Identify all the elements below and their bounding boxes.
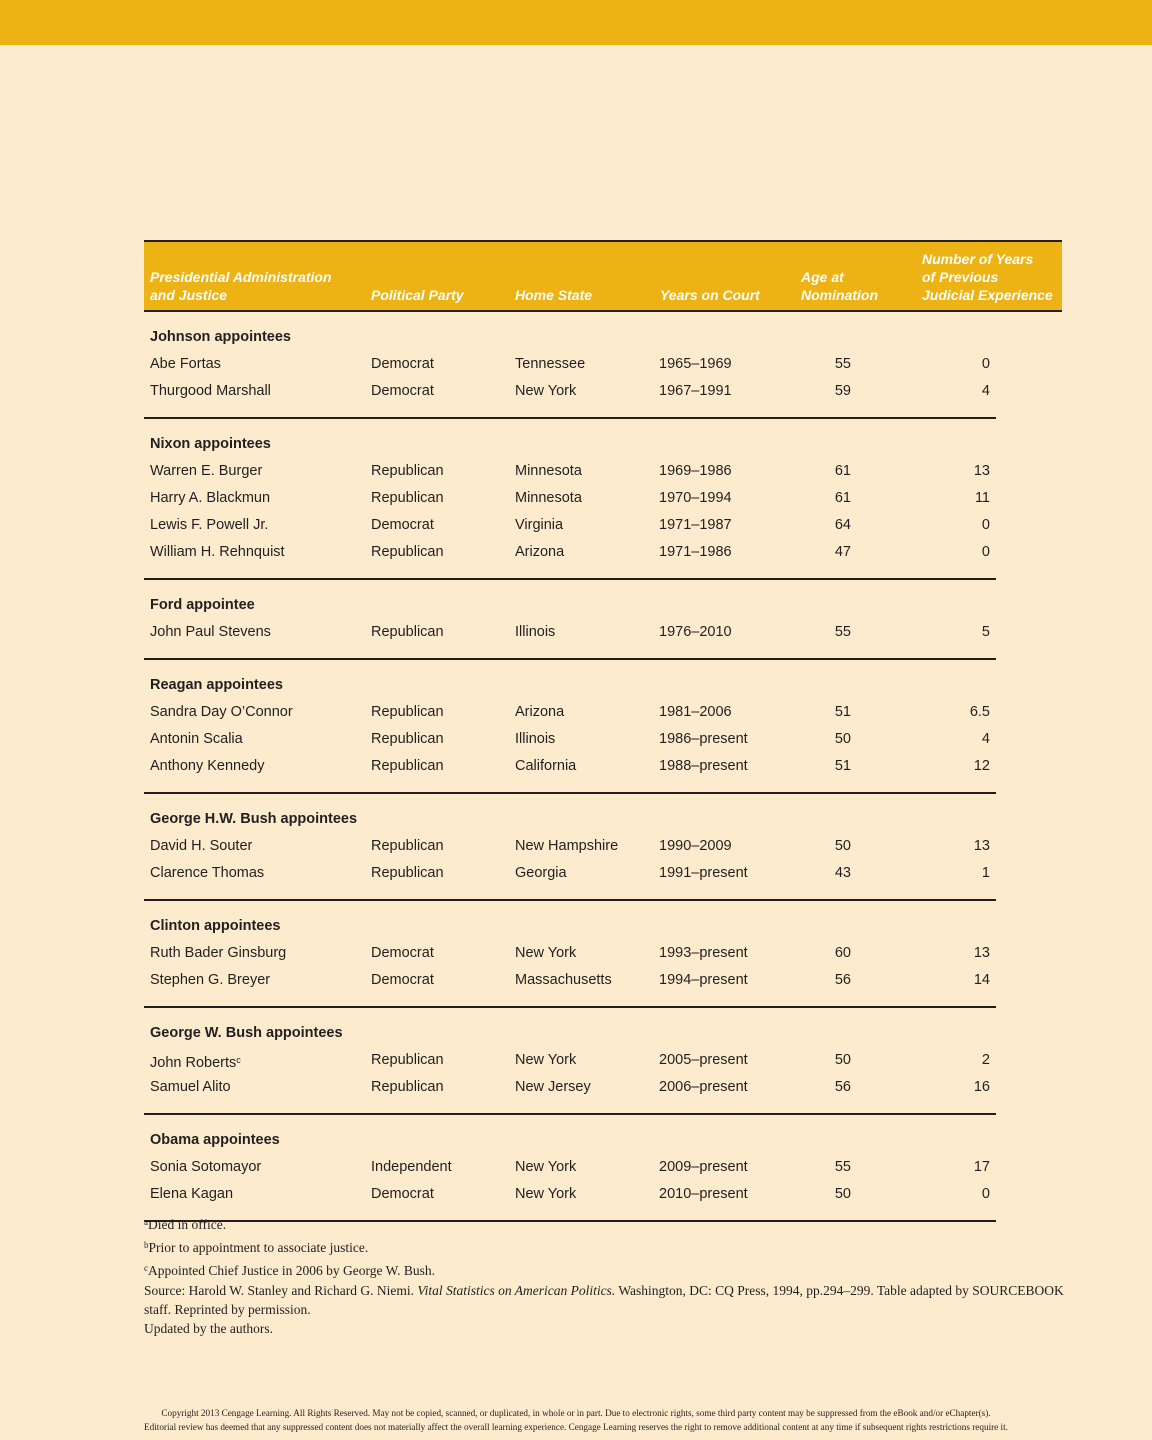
appointee-group: [144, 794, 996, 901]
years-on-court: 1970–1994: [659, 490, 732, 506]
group-title: Nixon appointees: [150, 436, 271, 452]
footnote-b-text: Prior to appointment to associate justice.: [148, 1240, 369, 1255]
table-row: [144, 355, 996, 382]
political-party: Democrat: [371, 1186, 434, 1202]
political-party: Republican: [371, 731, 444, 747]
table-row: [144, 971, 996, 998]
home-state: California: [515, 758, 577, 774]
age-at-nomination: 51: [834, 704, 851, 720]
group-title: Obama appointees: [150, 1132, 280, 1148]
judicial-experience: 14: [973, 972, 990, 988]
table-row: [144, 757, 996, 784]
years-on-court: 1967–1991: [659, 383, 732, 399]
age-at-nomination: 55: [834, 624, 851, 640]
header-years: Years on Court: [660, 287, 760, 303]
age-at-nomination: 51: [834, 758, 851, 774]
justice-name: Harry A. Blackmun: [150, 490, 271, 506]
home-state: New York: [515, 1052, 577, 1068]
age-at-nomination: 50: [834, 1052, 851, 1068]
political-party: Republican: [371, 865, 444, 881]
group-title: George H.W. Bush appointees: [150, 811, 358, 827]
justice-name: David H. Souter: [150, 838, 253, 854]
years-on-court: 1971–1986: [659, 544, 732, 560]
appointee-group: [144, 1115, 996, 1222]
home-state: Illinois: [515, 624, 556, 640]
home-state: Arizona: [515, 544, 565, 560]
justice-name: Thurgood Marshall: [150, 383, 271, 399]
years-on-court: 1976–2010: [659, 624, 732, 640]
judicial-experience: 2: [981, 1052, 990, 1068]
years-on-court: 1990–2009: [659, 838, 732, 854]
copyright-line-2: Editorial review has deemed that any suppressed content does not materially affect the overall learning experience. Cengage Learning reserves the right to remove additional content at any time if subsequent rights restrictions require it.: [144, 1422, 1008, 1432]
age-at-nomination: 60: [834, 945, 851, 961]
political-party: Republican: [371, 624, 444, 640]
table-row: [144, 382, 996, 409]
age-at-nomination: 64: [834, 517, 851, 533]
table-row: [144, 516, 996, 543]
justice-name: Stephen G. Breyer: [150, 972, 271, 988]
table-row: [144, 944, 996, 971]
table-row: [144, 462, 996, 489]
judicial-experience: 13: [973, 838, 990, 854]
copyright-notice: [0, 1406, 1152, 1434]
header-administration: Presidential Administration and Justice: [150, 269, 332, 303]
justice-name-text: John Roberts: [150, 1055, 237, 1071]
copyright-line-1: Copyright 2013 Cengage Learning. All Rights Reserved. May not be copied, scanned, or duplicated, in whole or in part. Due to electronic rights, some third party content may be suppressed from the eBook and/or eChapter(s).: [161, 1408, 991, 1418]
table-row: [144, 1158, 996, 1185]
age-at-nomination: 56: [834, 1079, 851, 1095]
judicial-experience: 0: [981, 356, 990, 372]
political-party: Republican: [371, 838, 444, 854]
footnote-a: [144, 1212, 1064, 1235]
justice-name: Warren E. Burger: [150, 463, 263, 479]
home-state: Illinois: [515, 731, 556, 747]
header-state: Home State: [515, 287, 593, 303]
age-at-nomination: 43: [834, 865, 851, 881]
home-state: Massachusetts: [515, 972, 612, 988]
appointee-group: [144, 660, 996, 794]
justice-name: Clarence Thomas: [150, 865, 265, 881]
political-party: Democrat: [371, 517, 434, 533]
home-state: New York: [515, 945, 577, 961]
footnote-marker: c: [236, 1055, 241, 1065]
judicial-experience: 4: [981, 731, 990, 747]
political-party: Republican: [371, 490, 444, 506]
source-prefix: Source: Harold W. Stanley and Richard G. Niemi.: [144, 1283, 418, 1298]
table-row: [144, 1078, 996, 1105]
justice-name: Sonia Sotomayor: [150, 1159, 262, 1175]
political-party: Republican: [371, 1079, 444, 1095]
justice-name: Ruth Bader Ginsburg: [150, 945, 287, 961]
home-state: Minnesota: [515, 463, 582, 479]
age-at-nomination: 50: [834, 838, 851, 854]
judicial-experience: 4: [981, 383, 990, 399]
years-on-court: 2006–present: [659, 1079, 748, 1095]
age-at-nomination: 50: [834, 1186, 851, 1202]
years-on-court: 1981–2006: [659, 704, 732, 720]
group-title: Clinton appointees: [150, 918, 281, 934]
years-on-court: 1965–1969: [659, 356, 732, 372]
appointee-group: [144, 419, 996, 580]
table-row: [144, 543, 996, 570]
table-row: [144, 703, 996, 730]
header-age: Age at Nomination: [801, 269, 878, 303]
political-party: Democrat: [371, 383, 434, 399]
table-row: [144, 489, 996, 516]
years-on-court: 1971–1987: [659, 517, 732, 533]
justice-name: [150, 1051, 241, 1072]
justice-name: Samuel Alito: [150, 1079, 231, 1095]
home-state: New York: [515, 1186, 577, 1202]
footnote-c-mark: c: [144, 1263, 148, 1273]
judicial-experience: 13: [973, 945, 990, 961]
political-party: Democrat: [371, 945, 434, 961]
footnote-a-text: Died in office.: [148, 1217, 227, 1232]
years-on-court: 1993–present: [659, 945, 748, 961]
political-party: Independent: [371, 1159, 452, 1175]
age-at-nomination: 56: [834, 972, 851, 988]
table-row: [144, 1185, 996, 1212]
home-state: Tennessee: [515, 356, 586, 372]
header-party: Political Party: [371, 287, 464, 303]
home-state: New Jersey: [515, 1079, 591, 1095]
judicial-experience: 0: [981, 517, 990, 533]
justice-name: William H. Rehnquist: [150, 544, 285, 560]
age-at-nomination: 50: [834, 731, 851, 747]
age-at-nomination: 61: [834, 490, 851, 506]
table-row: [144, 837, 996, 864]
political-party: Republican: [371, 704, 444, 720]
appointee-group: [144, 901, 996, 1008]
justice-name: Antonin Scalia: [150, 731, 243, 747]
judicial-experience: 5: [981, 624, 990, 640]
judicial-experience: 0: [981, 544, 990, 560]
political-party: Democrat: [371, 972, 434, 988]
appointee-group: [144, 580, 996, 660]
justice-name: Lewis F. Powell Jr.: [150, 517, 269, 533]
years-on-court: 1988–present: [659, 758, 748, 774]
source-title: Vital Statistics on American Politics.: [417, 1283, 616, 1298]
appointee-group: [144, 312, 996, 419]
updated-note: Updated by the authors.: [144, 1321, 273, 1336]
years-on-court: 1994–present: [659, 972, 748, 988]
justice-name: John Paul Stevens: [150, 624, 271, 640]
political-party: Democrat: [371, 356, 434, 372]
years-on-court: 2005–present: [659, 1052, 748, 1068]
years-on-court: 2010–present: [659, 1186, 748, 1202]
home-state: New York: [515, 383, 577, 399]
group-title: Reagan appointees: [150, 677, 283, 693]
political-party: Republican: [371, 544, 444, 560]
judicial-experience: 17: [973, 1159, 990, 1175]
home-state: Arizona: [515, 704, 565, 720]
political-party: Republican: [371, 463, 444, 479]
table-body: [144, 312, 1062, 1222]
years-on-court: 1991–present: [659, 865, 748, 881]
footnote-b: [144, 1235, 1064, 1258]
footnote-c-text: Appointed Chief Justice in 2006 by George W. Bush.: [148, 1263, 435, 1278]
age-at-nomination: 59: [834, 383, 851, 399]
appointee-group: [144, 1008, 996, 1115]
home-state: Minnesota: [515, 490, 582, 506]
judicial-experience: 16: [973, 1079, 990, 1095]
judicial-experience: 6.5: [969, 704, 990, 720]
political-party: Republican: [371, 1052, 444, 1068]
group-title: George W. Bush appointees: [150, 1025, 343, 1041]
judicial-experience: 13: [973, 463, 990, 479]
top-color-band: [0, 0, 1152, 45]
justice-name: Anthony Kennedy: [150, 758, 265, 774]
header-experience: Number of Years of Previous Judicial Experience: [922, 251, 1053, 303]
age-at-nomination: 55: [834, 356, 851, 372]
table-row: [144, 730, 996, 757]
justice-name: Abe Fortas: [150, 356, 221, 372]
footnote-c: [144, 1258, 1064, 1281]
table-row: [144, 864, 996, 891]
justice-name: Elena Kagan: [150, 1186, 234, 1202]
political-party: Republican: [371, 758, 444, 774]
home-state: New York: [515, 1159, 577, 1175]
footnote-a-mark: a: [144, 1217, 148, 1227]
source-note: [144, 1282, 1064, 1319]
age-at-nomination: 47: [834, 544, 851, 560]
justices-table: [144, 240, 1062, 1222]
home-state: Virginia: [515, 517, 564, 533]
group-title: Johnson appointees: [150, 329, 291, 345]
years-on-court: 2009–present: [659, 1159, 748, 1175]
justice-name: Sandra Day O’Connor: [150, 704, 293, 720]
source-suffix: Washington, DC: CQ Press, 1994, pp.294–299. Table adapted by SOURCEBOOK staff. Reprinted by permission.: [144, 1283, 1064, 1317]
table-row: [144, 1051, 996, 1078]
table-row: [144, 623, 996, 650]
footnote-b-mark: b: [144, 1240, 149, 1250]
judicial-experience: 1: [981, 865, 990, 881]
table-header: [144, 240, 1062, 312]
age-at-nomination: 55: [834, 1159, 851, 1175]
home-state: New Hampshire: [515, 838, 619, 854]
judicial-experience: 12: [973, 758, 990, 774]
judicial-experience: 0: [981, 1186, 990, 1202]
group-title: Ford appointee: [150, 597, 255, 613]
home-state: Georgia: [515, 865, 567, 881]
years-on-court: 1969–1986: [659, 463, 732, 479]
footnotes: [144, 1212, 1064, 1339]
age-at-nomination: 61: [834, 463, 851, 479]
judicial-experience: 11: [974, 490, 990, 506]
years-on-court: 1986–present: [659, 731, 748, 747]
